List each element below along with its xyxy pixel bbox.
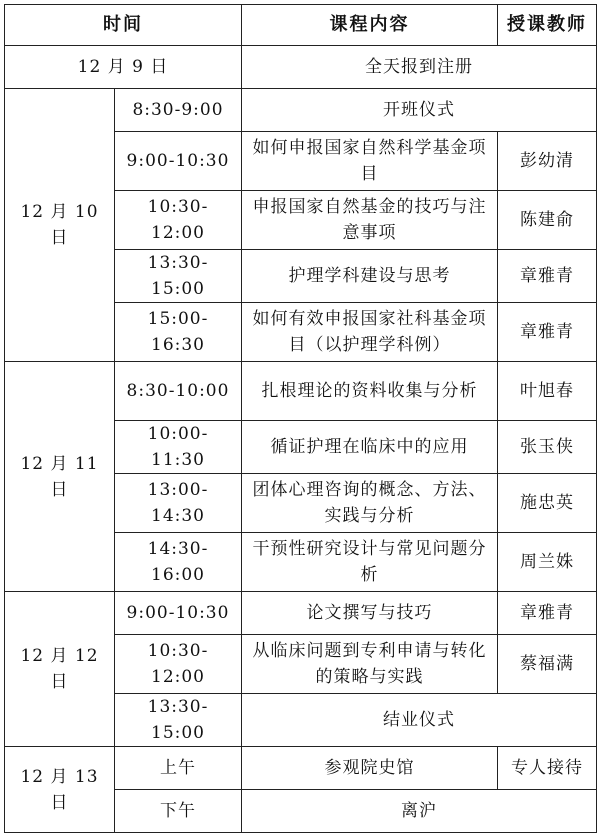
time-cell: 15:00-16:30	[115, 303, 242, 362]
content-cell: 团体心理咨询的概念、方法、实践与分析	[242, 474, 498, 533]
teacher-cell: 叶旭春	[498, 362, 597, 421]
time-cell: 13:00-14:30	[115, 474, 242, 533]
content-cell: 离沪	[242, 790, 597, 833]
time-cell: 上午	[115, 747, 242, 790]
date-cell: 12 月 9 日	[5, 46, 242, 89]
content-cell: 如何有效申报国家社科基金项目（以护理学科例）	[242, 303, 498, 362]
time-cell: 14:30-16:00	[115, 533, 242, 592]
content-cell: 参观院史馆	[242, 747, 498, 790]
header-content: 课程内容	[242, 5, 498, 46]
teacher-cell: 章雅青	[498, 250, 597, 303]
table-row	[5, 362, 597, 421]
teacher-cell: 章雅青	[498, 303, 597, 362]
table-row	[5, 747, 597, 790]
time-cell: 13:30-15:00	[115, 250, 242, 303]
time-cell: 13:30-15:00	[115, 694, 242, 747]
table-row	[5, 46, 597, 89]
table-row	[5, 592, 597, 635]
table-row	[5, 89, 597, 132]
date-cell: 12 月 11 日	[5, 362, 115, 592]
time-cell: 10:00-11:30	[115, 421, 242, 474]
schedule-table	[4, 4, 597, 833]
date-cell: 12 月 13 日	[5, 747, 115, 833]
time-cell: 9:00-10:30	[115, 592, 242, 635]
content-cell: 干预性研究设计与常见问题分析	[242, 533, 498, 592]
content-cell: 如何申报国家自然科学基金项目	[242, 132, 498, 191]
content-cell: 循证护理在临床中的应用	[242, 421, 498, 474]
content-cell: 护理学科建设与思考	[242, 250, 498, 303]
header-teacher: 授课教师	[498, 5, 597, 46]
teacher-cell: 专人接待	[498, 747, 597, 790]
header-time: 时间	[5, 5, 242, 46]
content-cell: 从临床问题到专利申请与转化的策略与实践	[242, 635, 498, 694]
teacher-cell: 施忠英	[498, 474, 597, 533]
header-row	[5, 5, 597, 46]
content-cell: 申报国家自然基金的技巧与注意事项	[242, 191, 498, 250]
time-cell: 8:30-10:00	[115, 362, 242, 421]
time-cell: 9:00-10:30	[115, 132, 242, 191]
time-cell: 10:30-12:00	[115, 635, 242, 694]
teacher-cell: 彭幼清	[498, 132, 597, 191]
date-cell: 12 月 12 日	[5, 592, 115, 747]
teacher-cell: 张玉侠	[498, 421, 597, 474]
time-cell: 8:30-9:00	[115, 89, 242, 132]
content-cell: 开班仪式	[242, 89, 597, 132]
content-cell: 扎根理论的资料收集与分析	[242, 362, 498, 421]
time-cell: 下午	[115, 790, 242, 833]
teacher-cell: 陈建俞	[498, 191, 597, 250]
teacher-cell: 周兰姝	[498, 533, 597, 592]
teacher-cell: 章雅青	[498, 592, 597, 635]
content-cell: 结业仪式	[242, 694, 597, 747]
content-cell: 论文撰写与技巧	[242, 592, 498, 635]
content-cell: 全天报到注册	[242, 46, 597, 89]
date-cell: 12 月 10 日	[5, 89, 115, 362]
teacher-cell: 蔡福满	[498, 635, 597, 694]
time-cell: 10:30-12:00	[115, 191, 242, 250]
